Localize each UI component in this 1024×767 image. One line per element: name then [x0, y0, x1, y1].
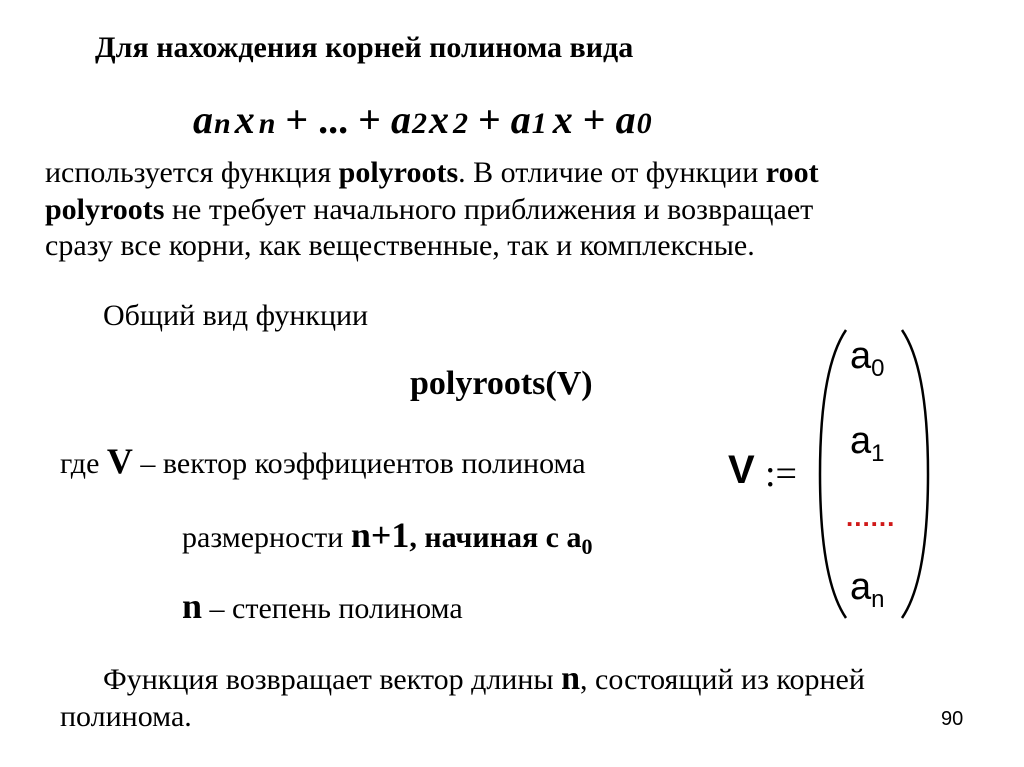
page-number: 90: [941, 708, 964, 730]
vector-name: V: [728, 448, 755, 492]
polynomial-formula: a n x n + ... + a 2 x 2 + a 1 x + a 0: [193, 97, 652, 142]
function-name-polyroots: polyroots: [338, 156, 459, 189]
degree-definition-line: n – степень полинома: [182, 586, 463, 626]
left-parenthesis: [812, 328, 850, 620]
matrix-element-a0: $a_0$: [850, 335, 885, 382]
returns-line-1: Функция возвращает вектор длины n, состоящий из корней: [103, 660, 865, 697]
matrix-element-an: $a_n$: [850, 566, 885, 613]
right-parenthesis: [898, 328, 936, 620]
paragraph-line-2: polyroots не требует начального приближения и возвращает: [45, 192, 814, 226]
returns-paragraph: [60, 658, 865, 736]
matrix-element-a1: $a_1$: [850, 420, 885, 467]
matrix-ellipsis: ......: [846, 502, 896, 532]
heading: Для нахождения корней полинома вида: [95, 31, 634, 64]
assign-operator: :=: [765, 453, 797, 495]
dimension-line: размерности n+1, начиная с $a_0$: [182, 515, 593, 559]
function-name-root: root: [765, 156, 819, 189]
function-syntax: polyroots(V): [410, 365, 593, 402]
returns-line-2: полинома.: [60, 700, 192, 734]
general-view-label: Общий вид функции: [103, 299, 369, 332]
where-vector-line: где V – вектор коэффициентов полинома: [60, 441, 586, 481]
description-paragraph: [45, 155, 819, 265]
paragraph-line-1: используется функция polyroots. В отличие от функции root: [45, 156, 819, 189]
paragraph-line-3: сразу все корни, как вещественные, так и комплексные.: [45, 229, 755, 263]
